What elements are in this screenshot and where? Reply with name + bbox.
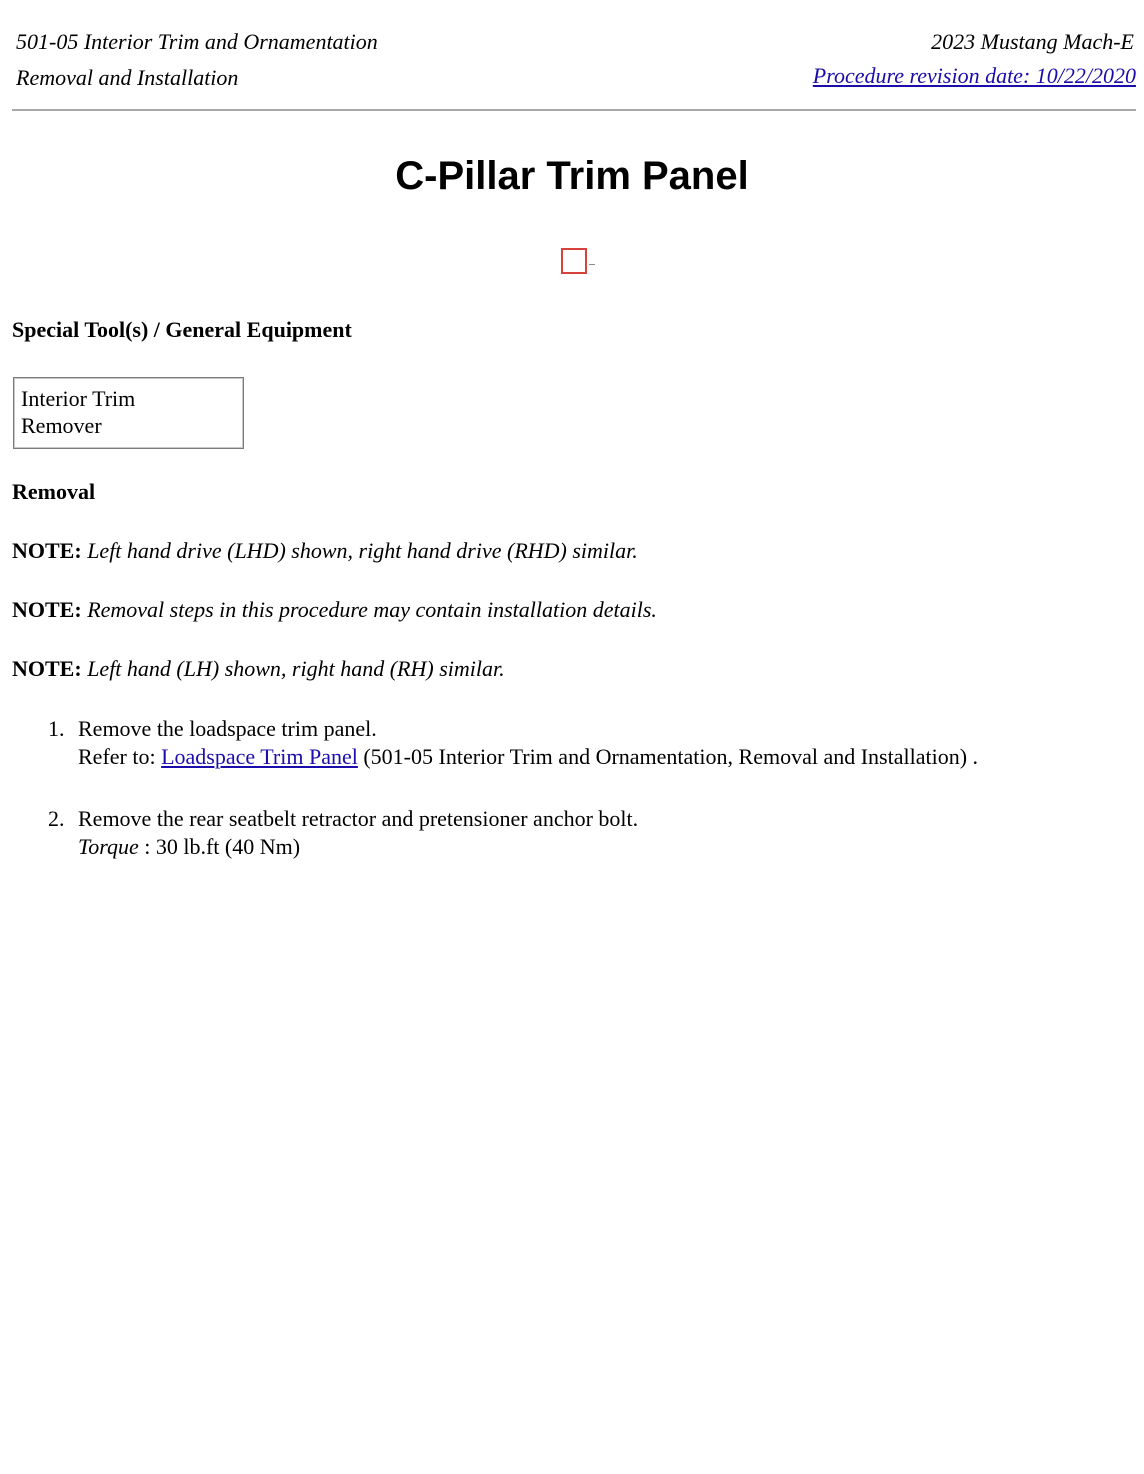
- torque-label: Torque: [78, 834, 139, 859]
- header-vehicle: 2023 Mustang Mach-E: [931, 29, 1134, 54]
- special-tool-table: [13, 377, 244, 449]
- torque-spec: [78, 833, 638, 861]
- note-text: Left hand drive (LHD) shown, right hand drive (RHD) similar.: [87, 538, 638, 563]
- special-tool-line: Interior Trim: [21, 386, 136, 411]
- torque-value: : 30 lb.ft (40 Nm): [144, 834, 301, 859]
- reference-detail: (501-05 Interior Trim and Ornamentation, Removal and Installation) .: [363, 744, 979, 769]
- step-body: [78, 805, 638, 861]
- step-number: 2.: [48, 806, 65, 831]
- removal-heading: Removal: [12, 479, 96, 504]
- header-section: 501-05 Interior Trim and Ornamentation: [16, 29, 378, 54]
- broken-image-icon: [561, 248, 587, 274]
- note-text: Removal steps in this procedure may contain installation details.: [87, 597, 657, 622]
- step-number: 1.: [48, 716, 65, 741]
- note-label: NOTE:: [12, 538, 82, 563]
- note-text: Left hand (LH) shown, right hand (RH) similar.: [87, 656, 505, 681]
- step-text: Remove the loadspace trim panel.: [78, 716, 377, 741]
- step-reference: [78, 743, 978, 771]
- page-title: C-Pillar Trim Panel: [395, 154, 749, 198]
- special-tool-line: Remover: [21, 413, 102, 438]
- header-divider: [12, 109, 1136, 111]
- note-label: NOTE:: [12, 656, 82, 681]
- note: [12, 658, 505, 680]
- refer-to-label: Refer to:: [78, 744, 156, 769]
- header-procedure-type: Removal and Installation: [16, 65, 239, 90]
- note: [12, 540, 638, 562]
- image-placeholder-tail: [589, 264, 595, 265]
- step-body: [78, 715, 978, 771]
- step-text: Remove the rear seatbelt retractor and pretensioner anchor bolt.: [78, 806, 639, 831]
- special-tools-heading: Special Tool(s) / General Equipment: [12, 317, 352, 342]
- note-label: NOTE:: [12, 597, 82, 622]
- loadspace-trim-panel-link[interactable]: Loadspace Trim Panel: [161, 744, 358, 769]
- note: [12, 599, 657, 621]
- revision-date-link[interactable]: Procedure revision date: 10/22/2020: [812, 63, 1136, 88]
